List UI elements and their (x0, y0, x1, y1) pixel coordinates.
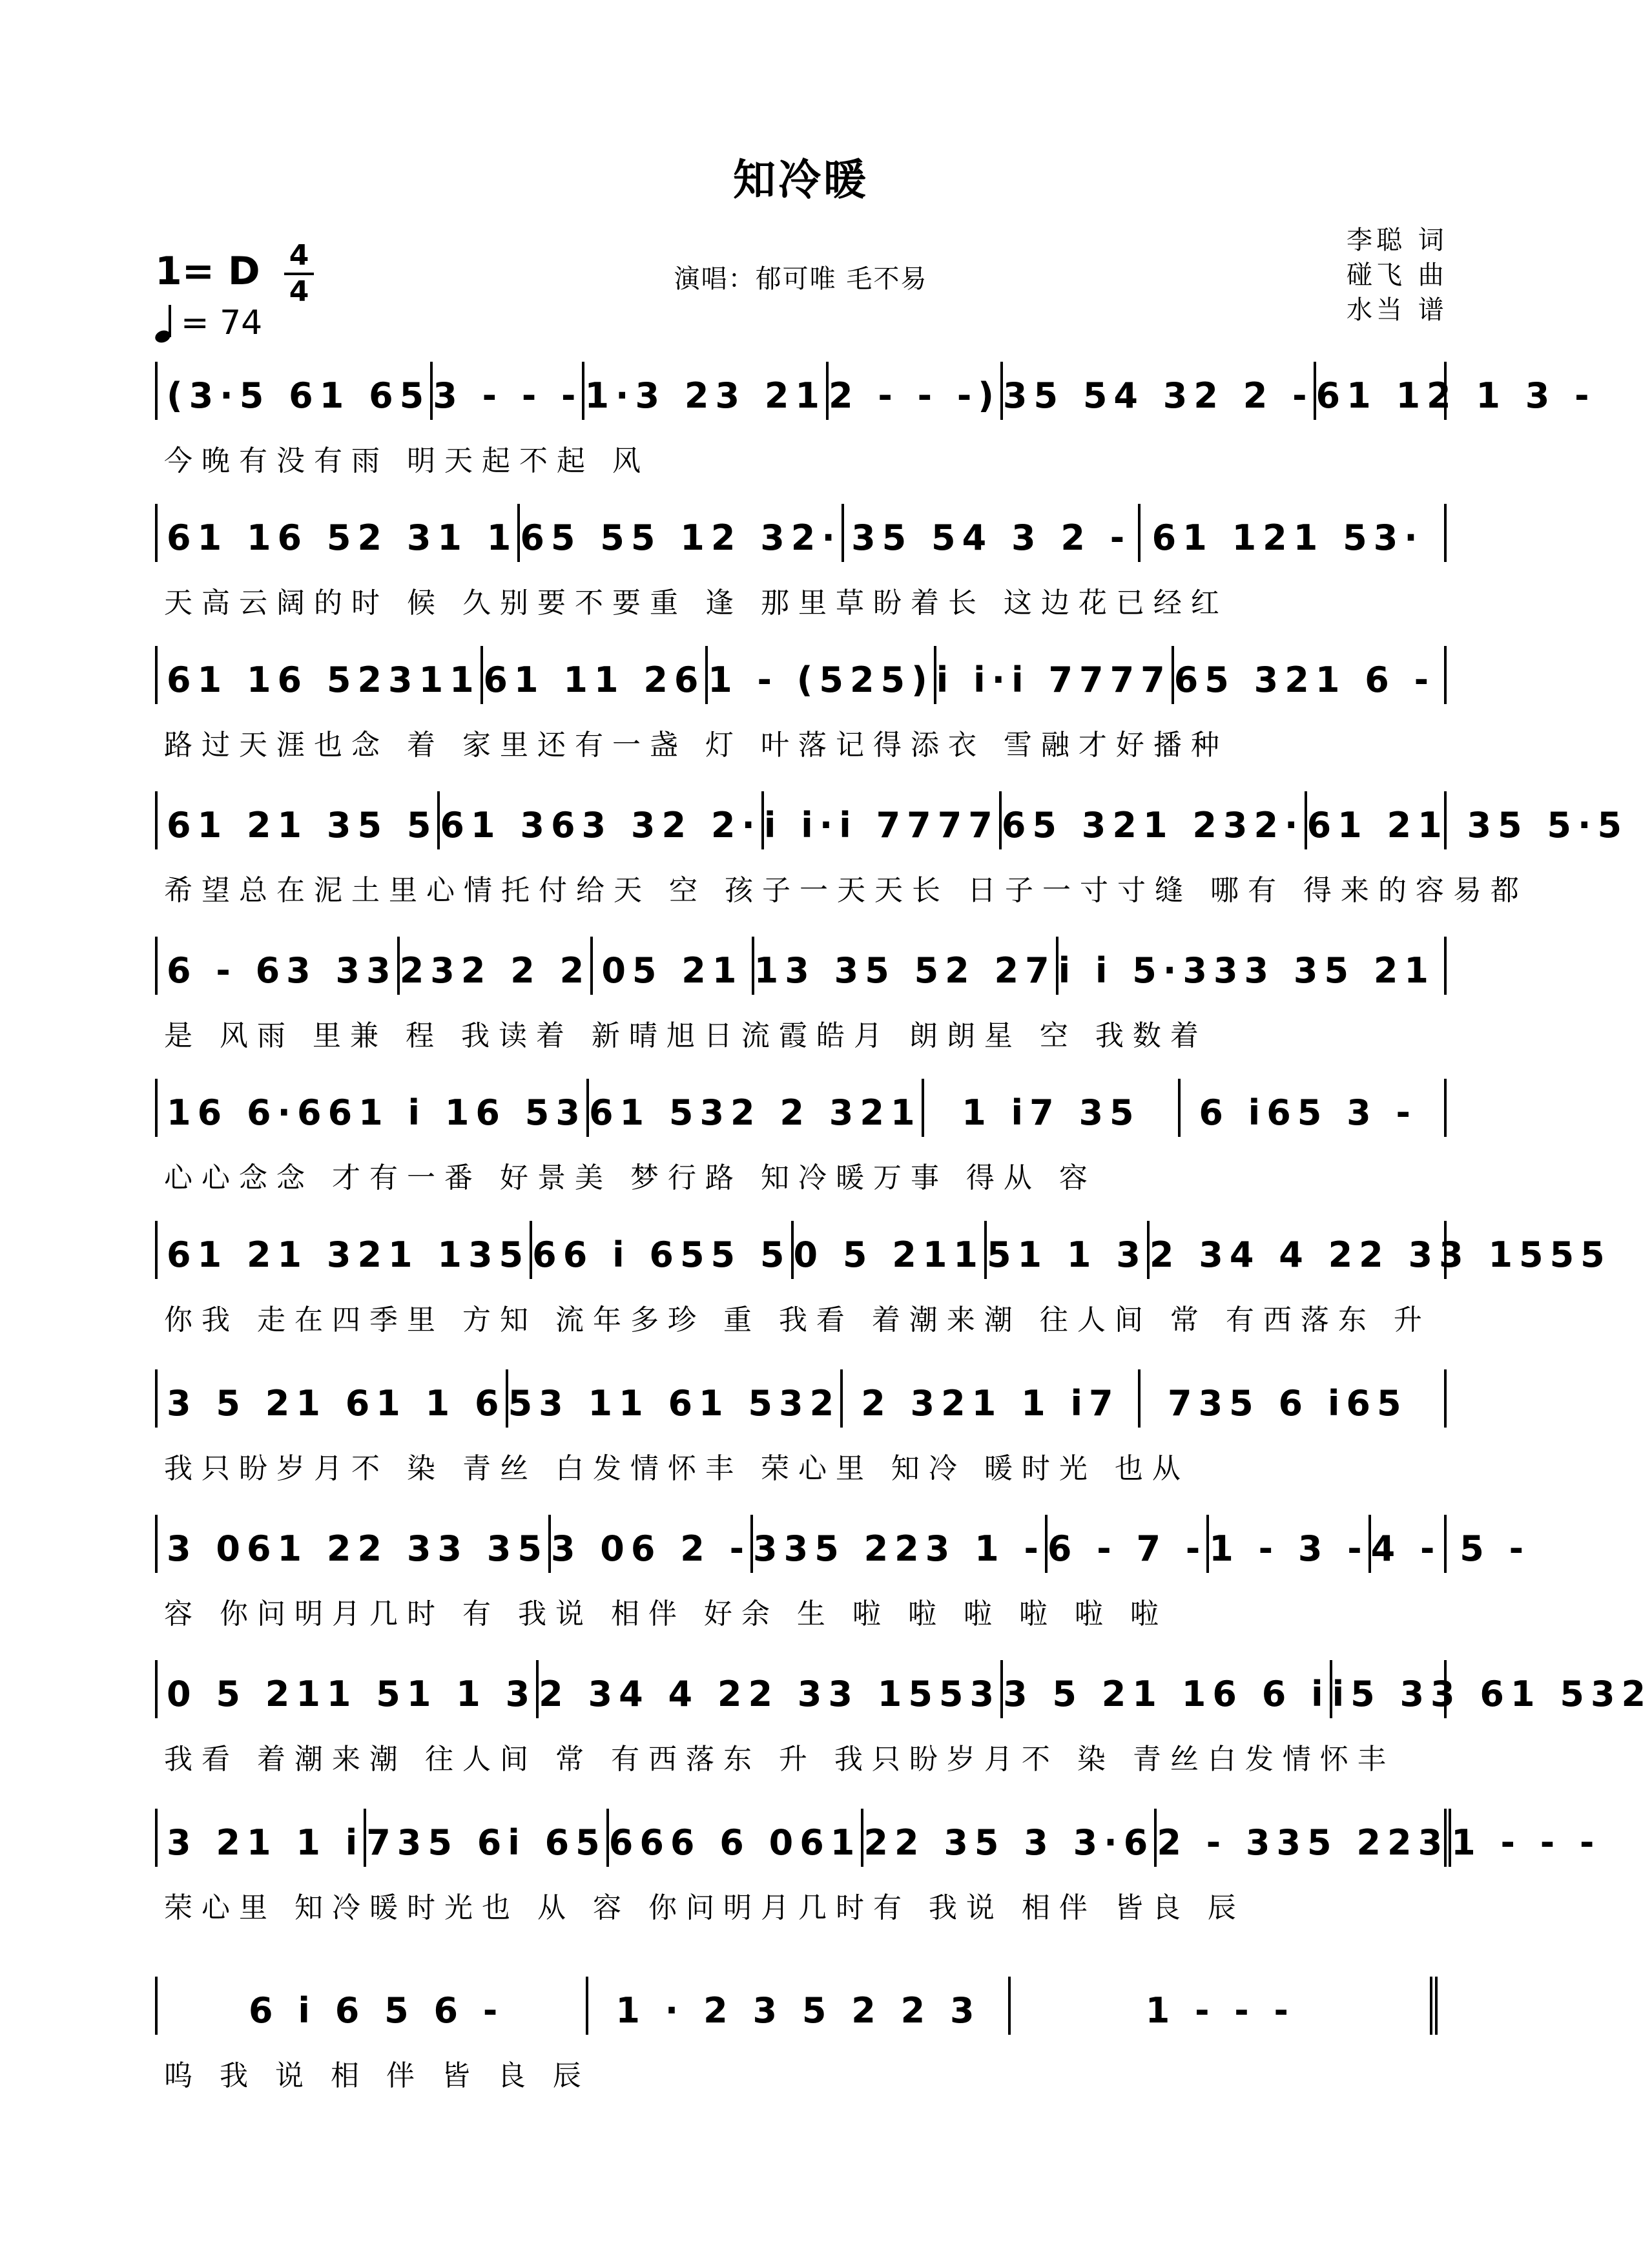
notation-line (155, 646, 1447, 704)
measure: 3 - - - (433, 362, 584, 420)
score-system (155, 1369, 1447, 1488)
measure: 3 5 21 16 6 i (1003, 1660, 1332, 1718)
measure: 51 1 3 (987, 1221, 1150, 1279)
measure: 61 532 2 321 (589, 1079, 924, 1137)
transcriber-credit: 水当 谱 (1347, 295, 1448, 325)
measure: 6 - 7 - (1048, 1515, 1209, 1573)
measure: 61 21 321 135 (167, 1221, 532, 1279)
measure: 3 21 1 i (167, 1809, 366, 1867)
tempo-value: = 74 (181, 304, 263, 342)
measure: 1 - - - (1451, 1822, 1601, 1863)
notation-line (155, 1977, 1447, 2035)
singer-credit: 演唱：郁可唯 毛不易 (674, 264, 928, 294)
measure: i i 5·333 35 21 (1058, 950, 1435, 991)
score-system (155, 1660, 1652, 1779)
measure: 22 35 3 3·6 (863, 1809, 1157, 1867)
measure: 65 321 6 - (1173, 660, 1435, 700)
measure: 35 54 3 2 - (844, 504, 1141, 562)
measure: 61 16 52311 (167, 646, 483, 704)
measure: i i·i 7777 (764, 791, 1002, 849)
lyrics-line: 心心念念 才有一番 好景美 梦行路 知冷暖万事 得从 容 (164, 1161, 1097, 1194)
measure: 61 121 53· (1151, 517, 1424, 558)
measure: 1·3 23 21 (584, 362, 829, 420)
measure: 666 6 061 (609, 1809, 864, 1867)
lyrics-line: 容 你问明月几时 有 我说 相伴 好余 生 啦 啦 啦 啦 啦 啦 (164, 1597, 1168, 1630)
measure: 3 5 21 61 1 6 (167, 1369, 508, 1428)
notation-line (155, 791, 1629, 849)
tempo-marking (155, 304, 262, 342)
notation-line (155, 504, 1447, 562)
measure: 735 6i 65 (366, 1809, 609, 1867)
composer-credit: 碰飞 曲 (1347, 260, 1448, 290)
lyrics-line: 今晚有没有雨 明天起不起 风 (164, 444, 650, 477)
lyricist-credit: 李聪 词 (1347, 225, 1448, 255)
lyrics-line: 天高云阔的时 候 久别要不要重 逢 那里草盼着长 这边花已经红 (164, 587, 1228, 619)
measure: 6 i65 3 - (1199, 1092, 1417, 1133)
measure: 61 16 52 31 1 (167, 504, 520, 562)
measure: 16 6·661 i 16 53 (167, 1079, 589, 1137)
measure: 232 2 2 (400, 937, 593, 995)
measure: 61 21 35 5 (167, 791, 440, 849)
measure: 1 · 2 3 5 2 2 3 (588, 1977, 1010, 2035)
notation-line (155, 1369, 1447, 1428)
measure: 6 - 63 33 (167, 937, 400, 995)
measure: 53 11 61 532 (508, 1369, 843, 1428)
measure: (3·5 61 65 (167, 362, 433, 420)
measure: 66 i 655 5 (532, 1221, 793, 1279)
measure: 2 321 1 i7 (843, 1369, 1140, 1428)
credits-block (1347, 223, 1448, 327)
notation-line (155, 1079, 1447, 1137)
lyrics-line: 路过天涯也念 着 家里还有一盏 灯 叶落记得添衣 雪融才好播种 (164, 729, 1228, 762)
measure: 1 i7 35 (924, 1079, 1181, 1137)
measure: 61 363 32 2· (440, 791, 764, 849)
lyrics-line: 呜 我 说 相 伴 皆 良 辰 (164, 2059, 590, 2092)
measure: 1 - 3 - (1209, 1515, 1370, 1573)
measure: 2 - - -) (829, 362, 1003, 420)
notation-line (155, 937, 1447, 995)
measure: 65 321 232· (1002, 791, 1307, 849)
notation-line (155, 362, 1596, 420)
measure: 2 34 4 22 33 1555 (1149, 1234, 1611, 1275)
measure: i5 33 61 532 (1332, 1674, 1652, 1714)
measure: 4 - 5 - (1370, 1528, 1530, 1569)
measure: 2 - 335 223 (1157, 1809, 1451, 1867)
score-system (155, 362, 1596, 481)
score-system (155, 1079, 1447, 1198)
score-system (155, 1221, 1611, 1340)
notation-line (155, 1221, 1611, 1279)
measure: 65 55 12 32· (520, 504, 844, 562)
measure: 0 5 211 (794, 1221, 987, 1279)
lyrics-line: 荣心里 知冷暖时光也 从 容 你问明月几时有 我说 相伴 皆良 辰 (164, 1891, 1245, 1924)
measure: 1 - - - (1011, 1977, 1438, 2035)
measure: 35 54 32 2 - (1003, 362, 1316, 420)
measure: 61 11 26 (483, 646, 708, 704)
notation-line (155, 1515, 1530, 1573)
lyrics-line: 希望总在泥土里心情托付给天 空 孩子一天天长 日子一寸寸缝 哪有 得来的容易都 (164, 874, 1528, 907)
lyrics-line: 是 风雨 里兼 程 我读着 新晴旭日流霞皓月 朗朗星 空 我数着 (164, 1019, 1208, 1052)
key-signature: 1= D (155, 249, 260, 294)
lyrics-line: 我只盼岁月不 染 青丝 白发情怀丰 荣心里 知冷 暖时光 也从 (164, 1452, 1190, 1485)
score-system (155, 937, 1447, 1055)
measure: 6 i 6 5 6 - (167, 1977, 588, 2035)
measure: 1 - (525) (708, 646, 936, 704)
measure: 735 6 i65 (1168, 1383, 1408, 1424)
measure: 13 35 52 27 (754, 937, 1058, 995)
measure: 05 21 (593, 937, 754, 995)
measure: 3 06 2 - (551, 1515, 753, 1573)
score-system (155, 791, 1629, 910)
lyrics-line: 我看 着潮来潮 往人间 常 有西落东 升 我只盼岁月不 染 青丝白发情怀丰 (164, 1743, 1395, 1776)
measure: 335 223 1 - (753, 1515, 1048, 1573)
measure: i i·i 7777 (936, 646, 1174, 704)
measure: 61 12 1 3 - (1316, 375, 1596, 416)
measure: 0 5 211 51 1 3 (167, 1660, 539, 1718)
measure: 3 061 22 33 35 (167, 1515, 551, 1573)
score-system (155, 1515, 1530, 1634)
time-signature-top: 4 (289, 239, 309, 272)
score-system (155, 1977, 1447, 2095)
score-system (155, 504, 1447, 623)
measure: 61 21 35 5·5 (1306, 805, 1629, 846)
score-system (155, 1809, 1601, 1928)
quarter-note-icon (155, 304, 174, 342)
measure: 2 34 4 22 33 1553 (539, 1660, 1003, 1718)
notation-line (155, 1809, 1601, 1867)
notation-line (155, 1660, 1652, 1718)
score-system (155, 646, 1447, 765)
song-title: 知冷暖 (733, 155, 869, 205)
time-signature-bottom: 4 (289, 275, 309, 308)
lyrics-line: 你我 走在四季里 方知 流年多珍 重 我看 着潮来潮 往人间 常 有西落东 升 (164, 1304, 1431, 1336)
